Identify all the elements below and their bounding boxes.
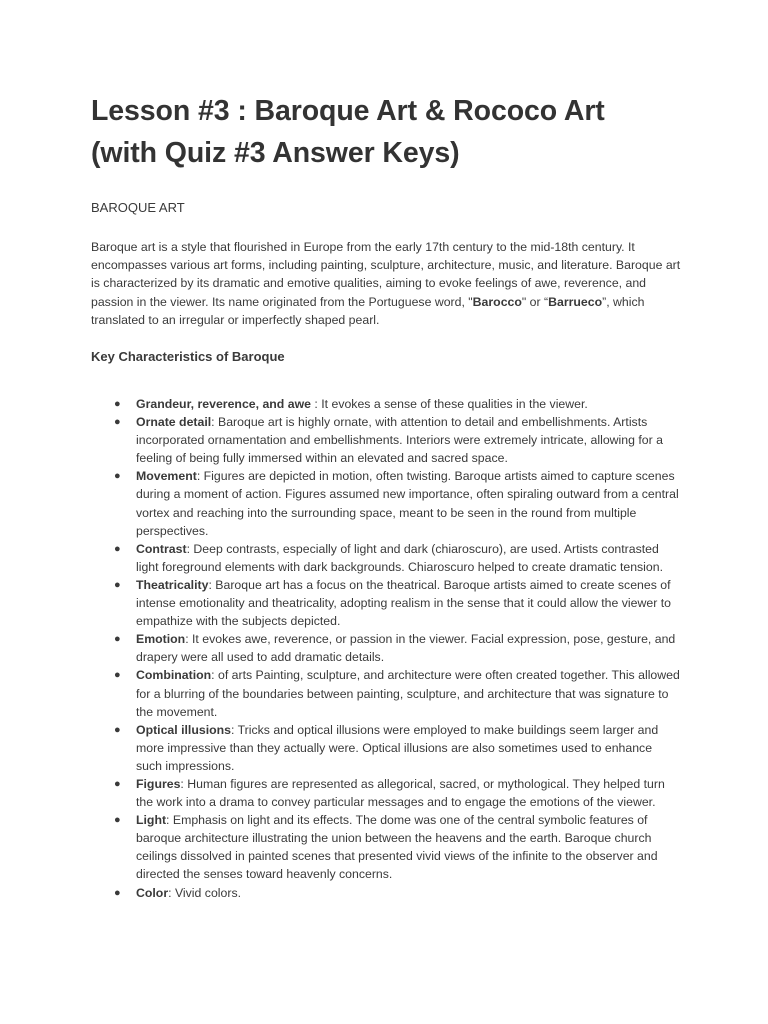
list-item bbox=[91, 775, 681, 811]
characteristic-term: Color bbox=[136, 885, 169, 900]
characteristics-list bbox=[91, 395, 681, 902]
characteristic-term: Combination bbox=[136, 668, 212, 683]
bullet-icon: ● bbox=[114, 814, 121, 827]
characteristic-term: Grandeur, reverence, and awe bbox=[136, 397, 311, 412]
key-characteristics-heading: Key Characteristics of Baroque bbox=[91, 349, 285, 365]
list-item bbox=[91, 540, 681, 576]
intro-word-barrueco: Barrueco bbox=[548, 294, 603, 309]
characteristic-term: Theatricality bbox=[136, 577, 209, 592]
characteristic-text: : of arts Painting, sculpture, and architecture were often created together. This allowed for a blurring of the boundaries between painting, sculpture, and architecture that was signature to the movement. bbox=[136, 668, 680, 719]
characteristic-text: : Deep contrasts, especially of light and dark (chiaroscuro), are used. Artists contrasted light foreground elements with dark backgrounds. Chiaroscuro helped to create dramatic tension. bbox=[136, 541, 664, 574]
intro-word-barocco: Barocco bbox=[472, 294, 522, 309]
list-item bbox=[91, 395, 681, 413]
bullet-icon: ● bbox=[114, 578, 121, 591]
intro-paragraph bbox=[91, 238, 681, 329]
characteristic-term: Ornate detail bbox=[136, 415, 212, 430]
characteristic-term: Movement bbox=[136, 469, 197, 484]
characteristic-text: : Vivid colors. bbox=[168, 885, 242, 900]
title-line-2: (with Quiz #3 Answer Keys) bbox=[91, 137, 460, 169]
section-heading-baroque-art: BAROQUE ART bbox=[91, 200, 185, 215]
characteristic-term: Light bbox=[136, 813, 167, 828]
intro-text-part-1: Baroque art is a style that flourished in Europe from the early 17th century to the mid-18th century. It encompasses various art forms, including painting, sculpture, architecture, music, and literature. Baroque art is characterized by its dramatic and emotive qualities, aiming to evoke feelings of awe, reverence, and passion in the viewer. Its name originated from the Portuguese word, " bbox=[91, 240, 681, 309]
bullet-icon: ● bbox=[114, 723, 121, 736]
bullet-icon: ● bbox=[114, 669, 121, 682]
characteristic-text: : Emphasis on light and its effects. The dome was one of the central symbolic features of baroque architecture illustrating the union between the heavens and the earth. Baroque church ceilings dissolved in painted scenes that presented vivid views of the infinite to the observer and directed the senses toward heavenly concerns. bbox=[136, 813, 658, 882]
title-line-1: Lesson #3 : Baroque Art & Rococo Art bbox=[91, 95, 605, 127]
page-title bbox=[91, 0, 681, 174]
list-item bbox=[91, 666, 681, 720]
characteristic-text: : Figures are depicted in motion, often twisting. Baroque artists aimed to capture scenes during a moment of action. Figures assumed new importance, often spiraling outward from a central vortex and reaching into the surrounding space, meant to be seen in the round from multiple perspectives. bbox=[136, 469, 679, 538]
characteristic-term: Figures bbox=[136, 776, 181, 791]
characteristic-term: Emotion bbox=[136, 632, 186, 647]
intro-text-part-2: " or “ bbox=[521, 294, 549, 309]
list-item bbox=[91, 721, 681, 775]
characteristic-text: : Baroque art has a focus on the theatrical. Baroque artists aimed to create scenes of intense emotionality and theatricality, adopting realism in the sense that it could allow the viewer to empathize with the subjects depicted. bbox=[136, 577, 671, 629]
intro-text-part-3: ”, which translated to an irregular or imperfectly shaped pearl. bbox=[91, 294, 645, 327]
bullet-icon: ● bbox=[114, 542, 121, 555]
bullet-icon: ● bbox=[114, 398, 121, 411]
characteristic-term: Contrast bbox=[136, 541, 187, 556]
bullet-icon: ● bbox=[114, 777, 121, 790]
bullet-icon: ● bbox=[114, 886, 121, 899]
list-item bbox=[91, 413, 681, 467]
bullet-icon: ● bbox=[114, 470, 121, 483]
list-item bbox=[91, 884, 681, 902]
list-item bbox=[91, 811, 681, 883]
bullet-icon: ● bbox=[114, 416, 121, 429]
bullet-icon: ● bbox=[114, 633, 121, 646]
characteristic-term: Optical illusions bbox=[136, 722, 231, 737]
characteristic-text: : It evokes a sense of these qualities in the viewer. bbox=[310, 397, 588, 412]
characteristic-text: : Human figures are represented as allegorical, sacred, or mythological. They helped turn the work into a drama to convey particular messages and to engage the emotions of the viewer. bbox=[136, 776, 665, 810]
characteristic-text: : It evokes awe, reverence, or passion in the viewer. Facial expression, pose, gesture, and drapery were all used to add dramatic details. bbox=[136, 632, 676, 665]
characteristic-text: : Tricks and optical illusions were employed to make buildings seem larger and more impressive than they actually were. Optical illusions are also sometimes used to enhance such impressions. bbox=[136, 722, 659, 773]
characteristic-text: : Baroque art is highly ornate, with attention to detail and embellishments. Artists incorporated ornamentation and embellishments. Interiors were extremely intricate, allowing for a feeling of being fully immersed within an elevated and sacred space. bbox=[136, 415, 663, 466]
list-item bbox=[91, 630, 681, 666]
document-page bbox=[91, 0, 681, 902]
list-item bbox=[91, 467, 681, 539]
list-item bbox=[91, 576, 681, 630]
